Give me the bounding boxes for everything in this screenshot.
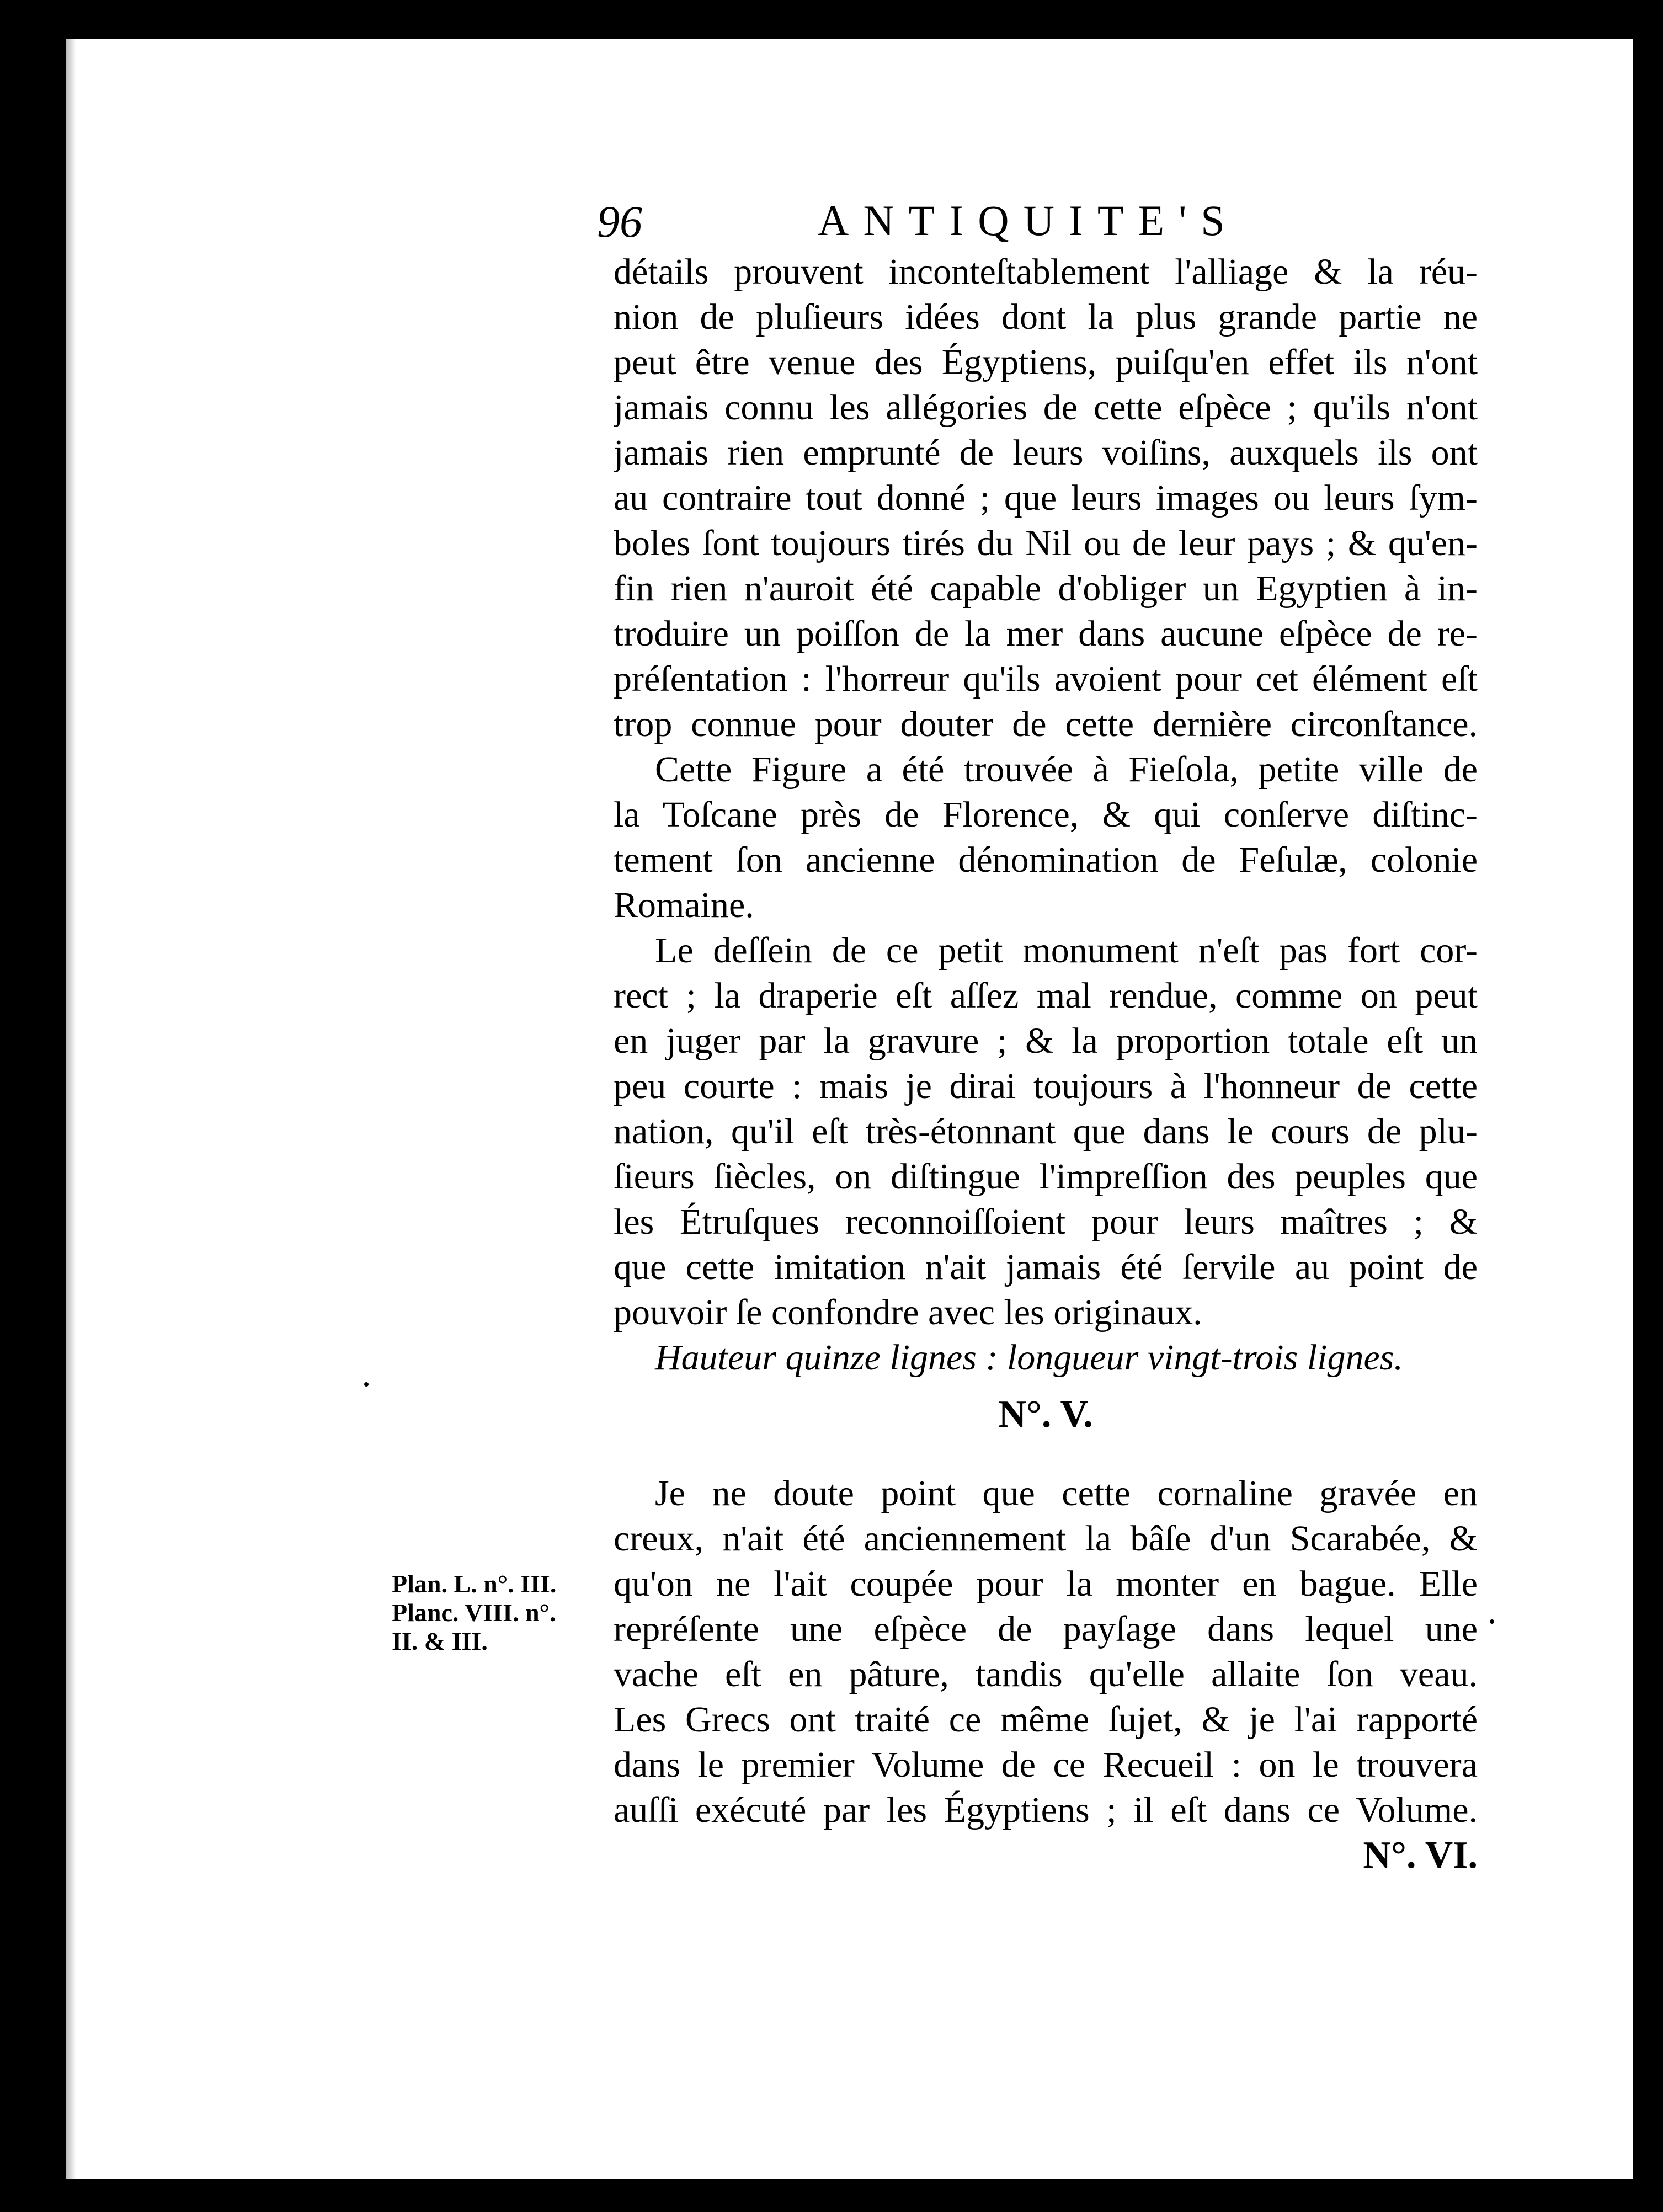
text-line: rect ; la draperie eſt aſſez mal rendue, comme on peut (614, 976, 1478, 1016)
text-line: creux, n'ait été anciennement la bâſe d'un Scarabée, & (614, 1518, 1478, 1559)
text-line: nion de pluſieurs idées dont la plus grande partie ne (614, 297, 1478, 337)
text-line: Le deſſein de ce petit monument n'eſt pas fort cor- (655, 930, 1478, 971)
paragraph-3 (614, 928, 1478, 1335)
text-line: boles ſont toujours tirés du Nil ou de leur pays ; & qu'en- (614, 523, 1478, 563)
text-line: trop connue pour douter de cette dernière circonſtance. (614, 704, 1478, 744)
paragraph-4 (614, 1471, 1478, 1833)
text-line: détails prouvent inconteſtablement l'alliage & la réu- (614, 252, 1478, 292)
body-text (614, 249, 1478, 1878)
text-line: jamais rien emprunté de leurs voiſins, auxquels ils ont (614, 433, 1478, 473)
margin-note-line: Plan. L. n°. III. (392, 1570, 557, 1598)
text-line: fin rien n'auroit été capable d'obliger un Egyptien à in- (614, 568, 1478, 609)
page-header (597, 196, 1478, 257)
text-line: les Étruſques reconnoiſſoient pour leurs maîtres ; & (614, 1202, 1478, 1242)
text-line: Cette Figure a été trouvée à Fieſola, petite ville de (655, 749, 1478, 790)
text-line: en juger par la gravure ; & la proportion totale eſt un (614, 1021, 1478, 1061)
text-line: peu courte : mais je dirai toujours à l'honneur de cette (614, 1066, 1478, 1106)
text-line: que cette imitation n'ait jamais été ſervile au point de (614, 1247, 1478, 1287)
paragraph-1 (614, 249, 1478, 747)
text-line: Romaine. (614, 885, 754, 925)
text-line: Les Grecs ont traité ce même ſujet, & je l'ai rapporté (614, 1699, 1478, 1740)
margin-note (392, 1570, 618, 1656)
paragraph-2 (614, 747, 1478, 928)
text-line: troduire un poiſſon de la mer dans aucune eſpèce de re- (614, 614, 1478, 654)
text-line: la Toſcane près de Florence, & qui conſerve diſtinc- (614, 795, 1478, 835)
next-section-heading: N°. VI. (1363, 1834, 1478, 1877)
text-line: vache eſt en pâture, tandis qu'elle allaite ſon veau. (614, 1654, 1478, 1694)
text-line: nation, qu'il eſt très-étonnant que dans le cours de plu- (614, 1111, 1478, 1152)
text-line: tement ſon ancienne dénomination de Feſulæ, colonie (614, 840, 1478, 880)
text-line: pouvoir ſe confondre avec les originaux. (614, 1292, 1202, 1332)
text-line: préſentation : l'horreur qu'ils avoient pour cet élément eſt (614, 659, 1478, 699)
text-line: repréſente une eſpèce de payſage dans lequel une (614, 1609, 1478, 1649)
text-line: qu'on ne l'ait coupée pour la monter en bague. Elle (614, 1564, 1478, 1604)
text-line: ſieurs ſiècles, on diſtingue l'impreſſion des peuples que (614, 1156, 1478, 1197)
margin-note-line: Planc. VIII. n°. (392, 1598, 556, 1627)
ink-speck (1490, 1619, 1494, 1624)
running-head: ANTIQUITE'S (818, 196, 1239, 244)
text-line: jamais connu les allégories de cette eſpèce ; qu'ils n'ont (614, 387, 1478, 428)
text-line: peut être venue des Égyptiens, puiſqu'en effet ils n'ont (614, 342, 1478, 382)
margin-note-line: II. & III. (392, 1627, 488, 1655)
ink-speck (364, 1382, 369, 1387)
section-heading: N°. V. (998, 1393, 1093, 1436)
text-line: Je ne doute point que cette cornaline gravée en (655, 1473, 1478, 1513)
dimensions-note: Hauteur quinze lignes : longueur vingt-trois lignes. (655, 1337, 1403, 1378)
text-line: dans le premier Volume de ce Recueil : on le trouvera (614, 1745, 1478, 1785)
page-fold-shadow (66, 39, 76, 2179)
page-number: 96 (597, 196, 642, 247)
text-line: au contraire tout donné ; que leurs images ou leurs ſym- (614, 478, 1478, 518)
text-line: auſſi exécuté par les Égyptiens ; il eſt dans ce Volume. (614, 1790, 1478, 1830)
